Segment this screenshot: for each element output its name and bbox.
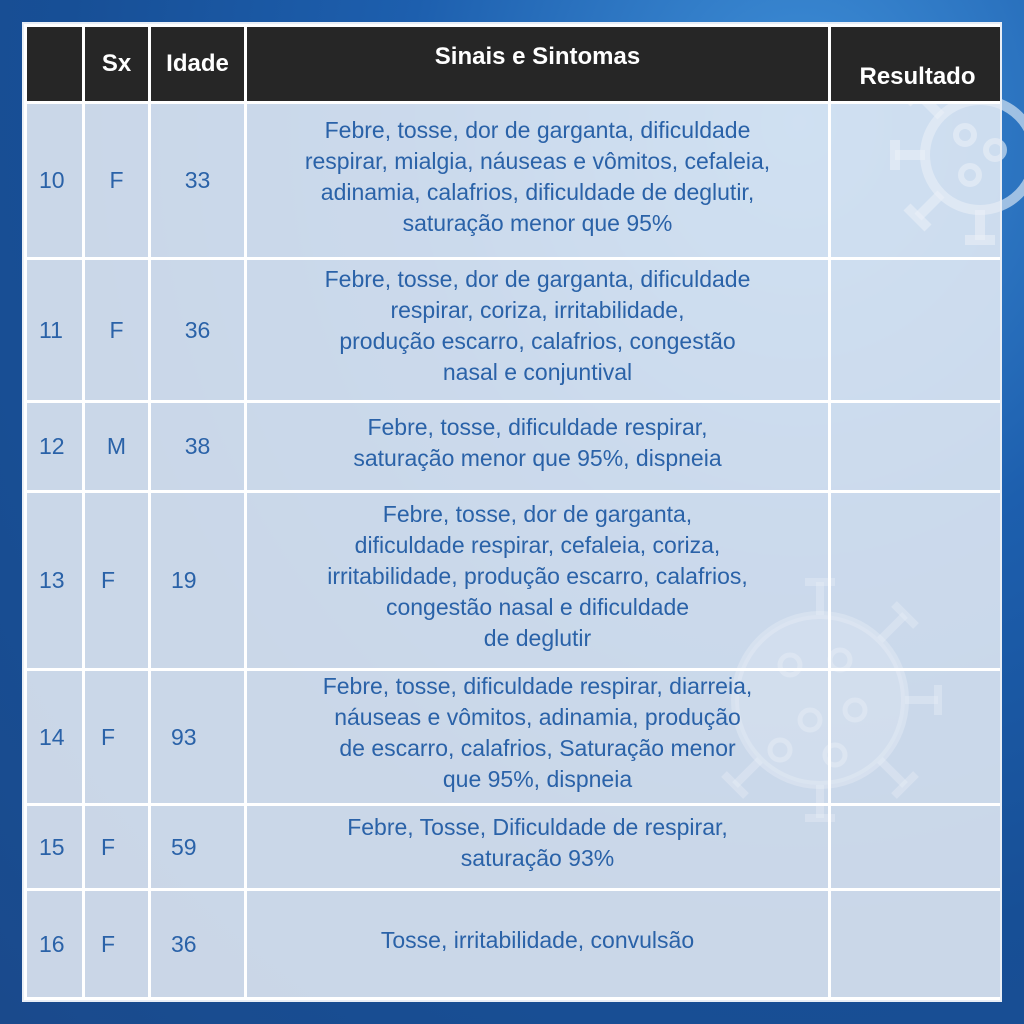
row-sintomas [246, 890, 830, 999]
symptom-line: produção escarro, calafrios, congestão [339, 328, 736, 354]
row-id: 11 [26, 259, 84, 402]
symptoms-table [24, 24, 1002, 1000]
row-idade: 59 [150, 805, 246, 890]
row-id: 14 [26, 670, 84, 805]
symptom-line: de escarro, calafrios, Saturação menor [339, 735, 736, 761]
table-row [26, 890, 1003, 999]
row-resultado [830, 492, 1003, 670]
row-sintomas [246, 492, 830, 670]
symptom-line: Febre, Tosse, Dificuldade de respirar, [347, 814, 728, 840]
row-sx: F [84, 259, 150, 402]
row-sintomas [246, 259, 830, 402]
row-id: 16 [26, 890, 84, 999]
row-sx: F [84, 492, 150, 670]
row-sx: F [84, 103, 150, 259]
symptoms-table-container [22, 22, 1002, 1002]
symptom-line: Febre, tosse, dor de garganta, [382, 501, 693, 527]
symptom-line: Febre, tosse, dor de garganta, dificuldade [324, 266, 751, 292]
symptom-line: Tosse, irritabilidade, convulsão [380, 926, 695, 953]
header-sx: Sx [84, 26, 150, 103]
symptom-line: saturação menor que 95% [402, 209, 673, 236]
row-sx: F [84, 805, 150, 890]
symptom-line: nasal e conjuntival [442, 359, 633, 385]
row-id: 13 [26, 492, 84, 670]
row-id: 12 [26, 402, 84, 492]
header-idade: Idade [150, 26, 246, 103]
symptom-line: que 95%, dispneia [442, 766, 633, 792]
row-resultado [830, 890, 1003, 999]
table-row [26, 259, 1003, 402]
row-idade: 36 [150, 890, 246, 999]
row-sintomas [246, 103, 830, 259]
table-row [26, 492, 1003, 670]
symptom-line: Febre, tosse, dificuldade respirar, [367, 413, 708, 440]
symptom-line: saturação menor que 95%, dispneia [353, 444, 722, 471]
row-resultado [830, 103, 1003, 259]
symptom-line: irritabilidade, produção escarro, calafrios, [327, 563, 748, 589]
row-idade: 93 [150, 670, 246, 805]
row-sintomas [246, 402, 830, 492]
table-row [26, 103, 1003, 259]
row-sx: F [84, 890, 150, 999]
row-sintomas [246, 805, 830, 890]
symptom-line: respirar, mialgia, náuseas e vômitos, cefaleia, [304, 147, 771, 174]
row-resultado [830, 402, 1003, 492]
symptom-line: adinamia, calafrios, dificuldade de deglutir, [320, 178, 755, 205]
symptom-line: náuseas e vômitos, adinamia, produção [334, 704, 741, 730]
symptom-line: de deglutir [483, 625, 592, 651]
symptom-line: dificuldade respirar, cefaleia, coriza, [354, 532, 721, 558]
row-sintomas [246, 670, 830, 805]
row-sx: M [84, 402, 150, 492]
header-resultado: Resultado [830, 26, 1003, 103]
row-resultado [830, 805, 1003, 890]
row-id: 10 [26, 103, 84, 259]
header-sintomas: Sinais e Sintomas [246, 26, 830, 103]
symptom-line: Febre, tosse, dificuldade respirar, diarreia, [322, 673, 753, 699]
row-resultado [830, 670, 1003, 805]
symptom-line: congestão nasal e dificuldade [385, 594, 690, 620]
row-resultado [830, 259, 1003, 402]
row-id: 15 [26, 805, 84, 890]
row-idade: 36 [150, 259, 246, 402]
row-idade: 38 [150, 402, 246, 492]
table-row [26, 805, 1003, 890]
symptom-line: Febre, tosse, dor de garganta, dificuldade [324, 116, 751, 143]
table-row [26, 670, 1003, 805]
header-index [26, 26, 84, 103]
symptom-line: respirar, coriza, irritabilidade, [390, 297, 685, 323]
row-idade: 19 [150, 492, 246, 670]
row-sx: F [84, 670, 150, 805]
symptom-line: saturação 93% [460, 845, 615, 871]
row-idade: 33 [150, 103, 246, 259]
table-header-row [26, 26, 1003, 103]
table-row [26, 402, 1003, 492]
